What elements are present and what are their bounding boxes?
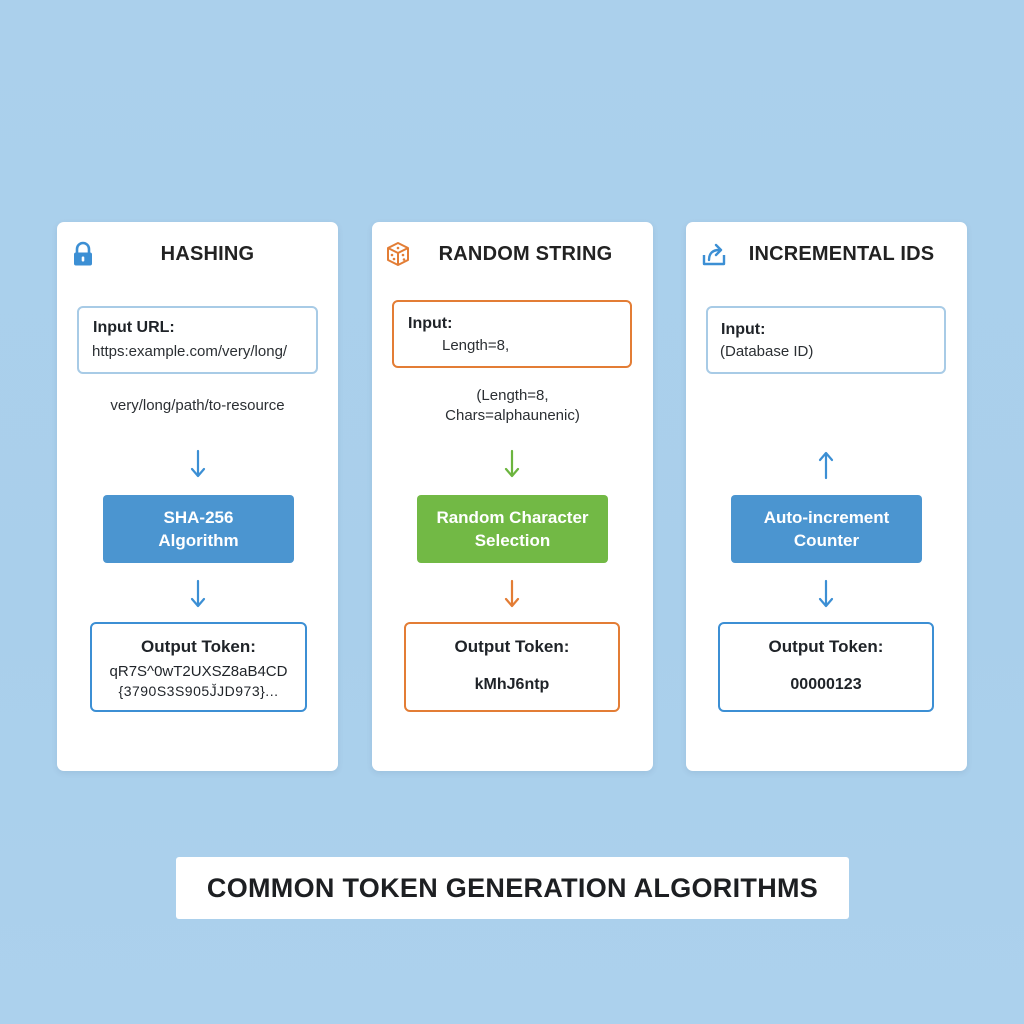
- random-string-card: [372, 222, 653, 771]
- output-label: Output Token:: [141, 637, 256, 656]
- input-url-continuation: very/long/path/to-resource: [110, 397, 285, 414]
- incremental-ids-header: [696, 240, 957, 270]
- input-label: Input:: [408, 315, 453, 332]
- algorithm-line1: Random Character: [436, 508, 589, 527]
- output-label: Output Token:: [768, 637, 884, 656]
- output-token-line2: {3790S3S905J̆JD973}...: [118, 683, 279, 699]
- output-token-box: [718, 622, 934, 712]
- arrow-down-icon: [502, 579, 522, 609]
- random-character-selection-box: [417, 495, 608, 563]
- footer-title-banner: [176, 857, 849, 919]
- algorithm-line1: Auto-increment: [763, 508, 890, 527]
- output-token-value: kMhJ6ntp: [474, 676, 550, 693]
- card-title: INCREMENTAL IDS: [748, 243, 935, 265]
- incremental-ids-card: [686, 222, 967, 771]
- output-token-line1: qR7S^0wT2UXSZ8aB4CD: [109, 663, 288, 680]
- algorithm-line2: Selection: [474, 531, 551, 550]
- input-box: [392, 300, 632, 368]
- output-token-box: [90, 622, 307, 712]
- sha256-algorithm-box: [103, 495, 294, 563]
- diagram-title: COMMON TOKEN GENERATION ALGORITHMS: [206, 872, 819, 903]
- algorithm-line1: SHA-256: [163, 508, 234, 527]
- hashing-card: [57, 222, 338, 771]
- output-token-box: [404, 622, 620, 712]
- input-database-id-text: (Database ID): [720, 343, 814, 360]
- params-line1: (Length=8,: [476, 387, 549, 404]
- params-line2: Chars=alphaunenic): [445, 407, 580, 424]
- arrow-down-icon: [188, 579, 208, 609]
- input-box: [706, 306, 946, 374]
- input-label: Input:: [721, 321, 766, 338]
- increment-upload-icon: [700, 240, 728, 268]
- hashing-header: [67, 240, 328, 270]
- arrow-up-icon: [816, 450, 836, 480]
- input-url-text: https:example.com/very/long/: [92, 343, 288, 360]
- arrow-down-icon: [188, 449, 208, 479]
- algorithm-line2: Algorithm: [158, 531, 239, 550]
- output-label: Output Token:: [454, 637, 570, 656]
- random-string-header: [382, 240, 643, 270]
- algorithm-line2: Counter: [793, 531, 860, 550]
- auto-increment-counter-box: [731, 495, 922, 563]
- arrow-down-icon: [502, 449, 522, 479]
- card-title: HASHING: [160, 243, 255, 265]
- arrow-down-icon: [816, 579, 836, 609]
- output-token-value: 00000123: [790, 676, 862, 693]
- input-length-text: Length=8,: [442, 337, 510, 354]
- input-label: Input URL:: [93, 319, 175, 336]
- input-url-box: [77, 306, 318, 374]
- card-title: RANDOM STRING: [438, 243, 613, 265]
